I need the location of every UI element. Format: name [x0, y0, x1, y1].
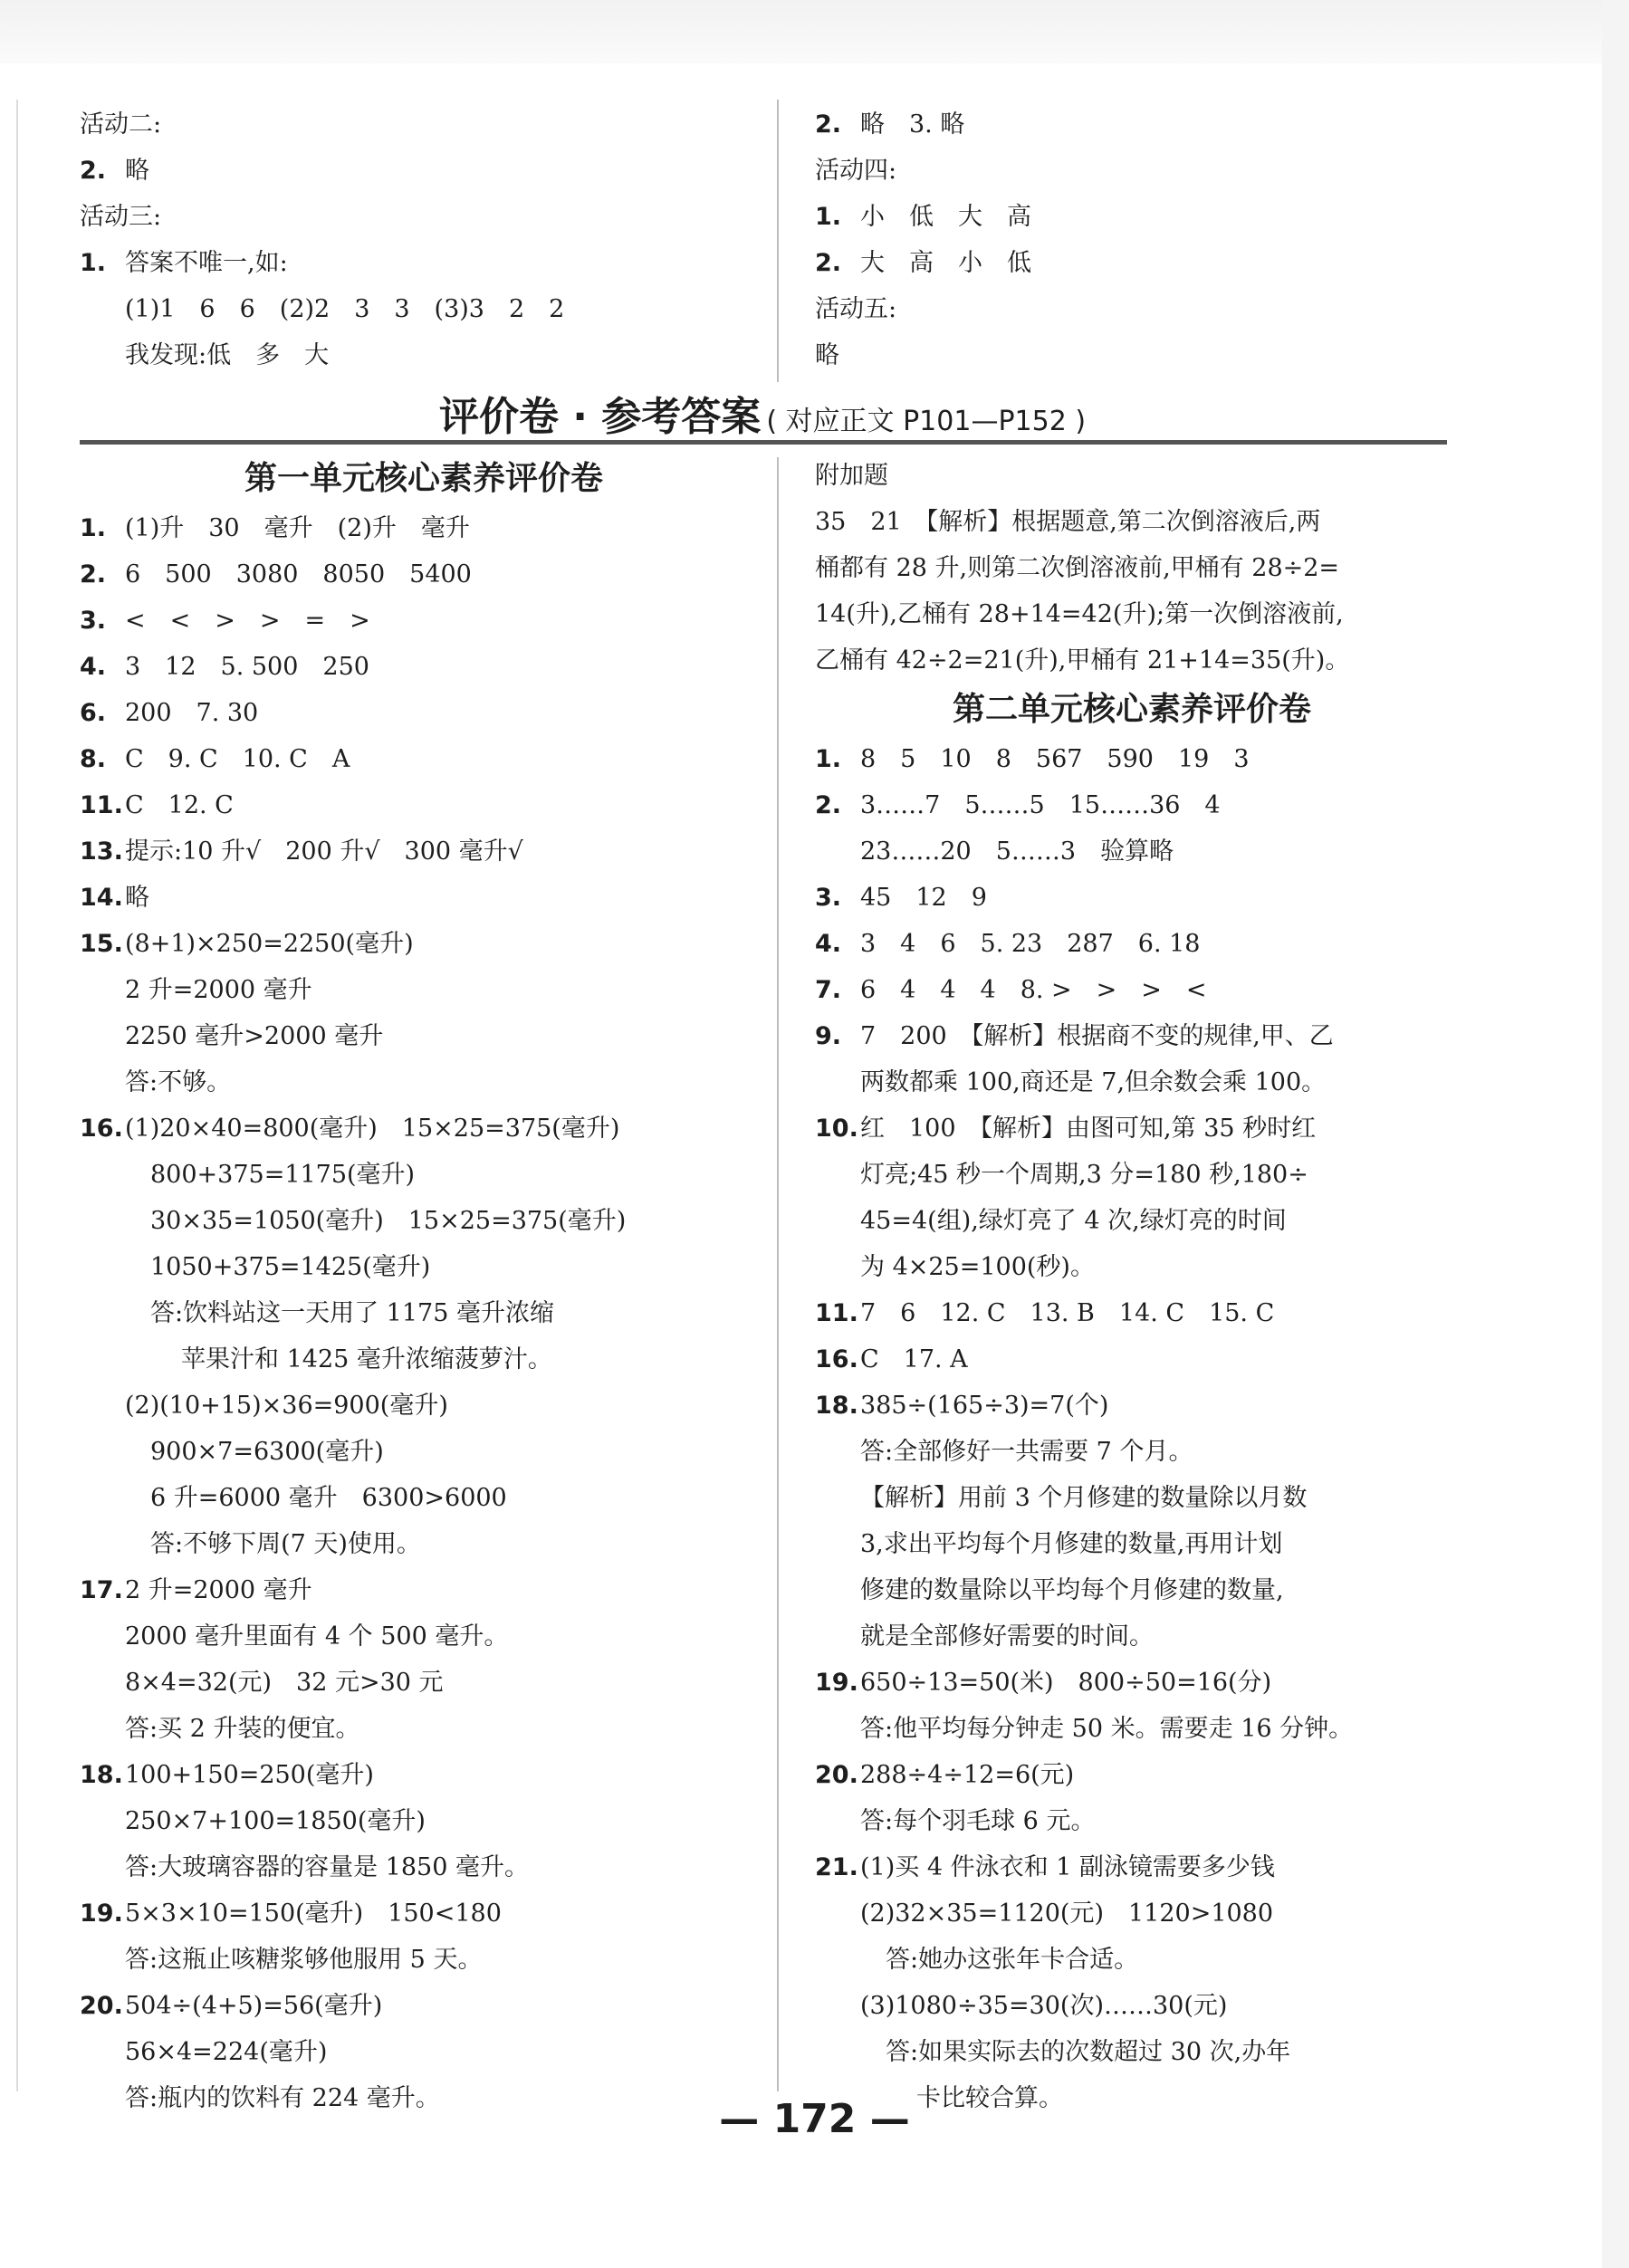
- answer-text: 504÷(4+5)=56(毫升): [125, 1992, 383, 2020]
- answer-line: [815, 1752, 1449, 1798]
- question-number: 11.: [80, 791, 123, 819]
- answer-text: 900×7=6300(毫升): [150, 1438, 384, 1466]
- answer-line: [815, 1567, 1449, 1613]
- answer-line: [80, 967, 768, 1013]
- answer-text: 卡比较合算。: [916, 2084, 1063, 2112]
- question-number: 2.: [815, 110, 842, 139]
- question-number: 20.: [80, 1992, 123, 2020]
- answer-text: 答:如果实际去的次数超过 30 次,办年: [886, 2038, 1291, 2066]
- answer-line: [80, 1383, 768, 1429]
- answer-line: [815, 1844, 1449, 1890]
- question-number: 11.: [815, 1299, 858, 1327]
- answer-text: C 9. C 10. C A: [125, 745, 350, 773]
- answer-line: [815, 240, 1449, 286]
- question-number: 1.: [815, 745, 842, 773]
- answer-text: 650÷13=50(米) 800÷50=16(分): [860, 1669, 1272, 1697]
- answer-line: [80, 1290, 768, 1336]
- answer-text: 100+150=250(毫升): [125, 1761, 374, 1789]
- answer-line: [80, 1244, 768, 1290]
- question-number: 1.: [80, 249, 107, 277]
- page-number-value: 172: [772, 2096, 857, 2142]
- question-number: 21.: [815, 1853, 858, 1881]
- answer-text: 56×4=224(毫升): [125, 2038, 328, 2066]
- answer-line: [80, 1844, 768, 1890]
- answer-line: [815, 1890, 1449, 1937]
- question-number: 9.: [815, 1022, 842, 1050]
- answer-text: 2 升=2000 毫升: [125, 1576, 312, 1604]
- answer-line: [815, 637, 1449, 684]
- right-column: [815, 453, 1449, 2121]
- answer-text: 答:他平均每分钟走 50 米。需要走 16 分钟。: [860, 1715, 1354, 1743]
- question-number: 6.: [80, 699, 107, 727]
- answer-line: [80, 101, 768, 148]
- answer-text: 桶都有 28 升,则第二次倒溶液前,甲桶有 28÷2=: [815, 554, 1340, 582]
- answer-line: [815, 1937, 1449, 1983]
- answer-text: C 17. A: [860, 1345, 968, 1373]
- question-number: 13.: [80, 837, 123, 866]
- answer-text: 答:瓶内的饮料有 224 毫升。: [125, 2084, 440, 2112]
- question-number: 2.: [815, 249, 842, 277]
- top-shadow-band: [0, 0, 1629, 63]
- answer-line: [815, 921, 1449, 967]
- answer-text: 红 100 【解析】由图可知,第 35 秒时红: [860, 1115, 1317, 1143]
- answer-line: [815, 1290, 1449, 1336]
- answer-line: [815, 148, 1449, 194]
- answer-line: [80, 1013, 768, 1059]
- answer-line: [80, 828, 768, 875]
- answer-text: 2250 毫升>2000 毫升: [125, 1022, 384, 1050]
- answer-line: [80, 1660, 768, 1706]
- bonus-question: [815, 453, 1449, 684]
- answer-line: [815, 286, 1449, 332]
- answer-line: [815, 1198, 1449, 1244]
- banner-title: 评价卷 · 参考答案: [434, 394, 766, 440]
- answer-text: (1)升 30 毫升 (2)升 毫升: [125, 514, 470, 542]
- answer-text: 答:这瓶止咳糖浆够他服用 5 天。: [125, 1946, 483, 1974]
- answer-text: 为 4×25=100(秒)。: [860, 1253, 1095, 1281]
- answer-line: [80, 194, 768, 240]
- answer-line: [80, 1475, 768, 1521]
- question-number: 18.: [80, 1761, 123, 1789]
- answer-text: 385÷(165÷3)=7(个): [860, 1392, 1109, 1420]
- answer-text: 灯亮;45 秒一个周期,3 分=180 秒,180÷: [860, 1161, 1308, 1189]
- answer-line: [815, 736, 1449, 782]
- answer-text: 200 7. 30: [125, 699, 259, 727]
- answer-text: (1)1 6 6 (2)2 3 3 (3)3 2 2: [125, 295, 565, 323]
- left-column: [80, 453, 768, 2121]
- question-number: 16.: [815, 1345, 858, 1373]
- answer-line: [815, 1429, 1449, 1475]
- answer-line: [815, 453, 1449, 499]
- answer-line: [80, 598, 768, 644]
- question-number: 1.: [815, 203, 842, 231]
- right-edge-strip: [1602, 0, 1629, 2268]
- answer-text: 7 200 【解析】根据商不变的规律,甲、乙: [860, 1022, 1334, 1050]
- answer-text: C 12. C: [125, 791, 234, 819]
- answer-text: 答:全部修好一共需要 7 个月。: [860, 1438, 1193, 1466]
- unit2-heading: 第二单元核心素养评价卷: [952, 691, 1311, 728]
- answer-text: 30×35=1050(毫升) 15×25=375(毫升): [150, 1207, 627, 1235]
- left-margin-line: [16, 100, 18, 2091]
- answer-text: 大 高 小 低: [860, 249, 1031, 277]
- answer-line: [815, 2029, 1449, 2075]
- answer-text: 活动二:: [80, 110, 162, 139]
- question-number: 18.: [815, 1392, 858, 1420]
- answer-text: 800+375=1175(毫升): [150, 1161, 416, 1189]
- question-number: 10.: [815, 1115, 858, 1143]
- answer-line: [80, 1613, 768, 1660]
- answer-text: 答:大玻璃容器的容量是 1850 毫升。: [125, 1853, 529, 1881]
- question-number: 8.: [80, 745, 107, 773]
- answer-line: [80, 505, 768, 551]
- question-number: 4.: [815, 930, 842, 958]
- answer-line: [815, 1706, 1449, 1752]
- answer-text: 答:每个羽毛球 6 元。: [860, 1807, 1096, 1835]
- answer-line: [815, 1983, 1449, 2029]
- answer-line: [815, 499, 1449, 545]
- question-number: 17.: [80, 1576, 123, 1604]
- answer-text: (2)(10+15)×36=900(毫升): [125, 1392, 448, 1420]
- answer-line: [815, 782, 1449, 828]
- answer-text: 250×7+100=1850(毫升): [125, 1807, 426, 1835]
- answer-line: [80, 332, 768, 378]
- answer-line: [815, 1152, 1449, 1198]
- answer-line: [815, 1336, 1449, 1383]
- answer-text: 2 升=2000 毫升: [125, 976, 312, 1004]
- answer-text: (1)买 4 件泳衣和 1 副泳镜需要多少钱: [860, 1853, 1275, 1881]
- answer-text: < < > > = >: [125, 607, 370, 635]
- answer-line: [815, 1059, 1449, 1105]
- answer-line: [80, 1890, 768, 1937]
- question-number: 1.: [80, 514, 107, 542]
- answer-line: [80, 1105, 768, 1152]
- answer-line: [80, 2029, 768, 2075]
- answer-line: [80, 1798, 768, 1844]
- answer-text: 3 4 6 5. 23 287 6. 18: [860, 930, 1201, 958]
- answer-line: [815, 1013, 1449, 1059]
- unit1-heading: 第一单元核心素养评价卷: [244, 460, 603, 497]
- answer-line: [815, 1521, 1449, 1567]
- answer-line: [815, 1244, 1449, 1290]
- answer-text: 答:不够。: [125, 1068, 232, 1096]
- question-number: 20.: [815, 1761, 858, 1789]
- question-number: 3.: [815, 884, 842, 912]
- answer-text: 3……7 5……5 15……36 4: [860, 791, 1221, 819]
- answer-line: [815, 875, 1449, 921]
- answer-text: 答:不够下周(7 天)使用。: [150, 1530, 421, 1558]
- banner-rule: [80, 440, 1447, 445]
- answer-text: 苹果汁和 1425 毫升浓缩菠萝汁。: [181, 1345, 552, 1373]
- answer-line: [80, 875, 768, 921]
- answer-text: 小 低 大 高: [860, 203, 1031, 231]
- answer-line: [80, 1059, 768, 1105]
- question-number: 2.: [815, 791, 842, 819]
- answer-text: 乙桶有 42÷2=21(升),甲桶有 21+14=35(升)。: [815, 646, 1350, 675]
- question-number: 16.: [80, 1115, 123, 1143]
- answer-line: [80, 551, 768, 598]
- answer-line: [815, 1613, 1449, 1660]
- answer-line: [815, 828, 1449, 875]
- answer-line: [80, 1429, 768, 1475]
- answer-line: [80, 736, 768, 782]
- question-number: 2.: [80, 157, 107, 185]
- answer-text: 1050+375=1425(毫升): [150, 1253, 431, 1281]
- answer-line: [815, 1660, 1449, 1706]
- answer-text: (2)32×35=1120(元) 1120>1080: [860, 1900, 1274, 1928]
- answer-line: [80, 921, 768, 967]
- answer-line: [80, 1198, 768, 1244]
- answer-text: (3)1080÷35=30(次)……30(元): [860, 1992, 1228, 2020]
- answer-text: 答:饮料站这一天用了 1175 毫升浓缩: [150, 1299, 554, 1327]
- answer-line: [815, 1105, 1449, 1152]
- answer-text: 略: [125, 157, 149, 185]
- answer-text: 35 21 【解析】根据题意,第二次倒溶液后,两: [815, 508, 1321, 536]
- answer-text: 288÷4÷12=6(元): [860, 1761, 1075, 1789]
- page-number: — 172 —: [719, 2096, 910, 2142]
- answer-line: [80, 782, 768, 828]
- answer-line: [80, 1152, 768, 1198]
- top-left-section: [80, 101, 768, 378]
- answer-line: [80, 1336, 768, 1383]
- answer-line: [80, 644, 768, 690]
- answer-text: 活动五:: [815, 295, 897, 323]
- unit1-answers: [80, 505, 768, 2121]
- question-number: 7.: [815, 976, 842, 1004]
- answer-text: 答案不唯一,如:: [125, 249, 288, 277]
- answer-text: 45=4(组),绿灯亮了 4 次,绿灯亮的时间: [860, 1207, 1287, 1235]
- banner-subtitle: ( 对应正文 P101—P152 ): [766, 406, 1093, 437]
- answer-text: 14(升),乙桶有 28+14=42(升);第一次倒溶液前,: [815, 600, 1344, 628]
- question-number: 3.: [80, 607, 107, 635]
- answer-text: 活动四:: [815, 157, 897, 185]
- answer-line: [80, 148, 768, 194]
- question-number: 14.: [80, 884, 123, 912]
- answer-text: 活动三:: [80, 203, 162, 231]
- question-number: 2.: [80, 560, 107, 589]
- answer-text: 答:她办这张年卡合适。: [886, 1946, 1139, 1974]
- answer-text: 修建的数量除以平均每个月修建的数量,: [860, 1576, 1284, 1604]
- answer-line: [815, 1798, 1449, 1844]
- question-number: 15.: [80, 930, 123, 958]
- answer-text: 23……20 5……3 验算略: [860, 837, 1174, 866]
- column-divider-top: [777, 100, 779, 382]
- question-number: 19.: [815, 1669, 858, 1697]
- unit2-answers: [815, 736, 1449, 2121]
- column-divider-main: [777, 457, 779, 2091]
- answer-line: [80, 1937, 768, 1983]
- answer-line: [80, 690, 768, 736]
- answer-text: 8 5 10 8 567 590 19 3: [860, 745, 1250, 773]
- answer-line: [80, 1983, 768, 2029]
- answer-text: 7 6 12. C 13. B 14. C 15. C: [860, 1299, 1275, 1327]
- answer-line: [80, 286, 768, 332]
- answer-text: 【解析】用前 3 个月修建的数量除以月数: [860, 1484, 1308, 1512]
- answer-line: [815, 332, 1449, 378]
- answer-line: [80, 240, 768, 286]
- answer-text: 略: [125, 884, 149, 912]
- answer-text: 6 4 4 4 8. > > > <: [860, 976, 1207, 1004]
- answer-line: [80, 1752, 768, 1798]
- answer-line: [815, 967, 1449, 1013]
- answer-text: 8×4=32(元) 32 元>30 元: [125, 1669, 444, 1697]
- answer-text: 3 12 5. 500 250: [125, 653, 369, 681]
- answer-text: 3,求出平均每个月修建的数量,再用计划: [860, 1530, 1283, 1558]
- question-number: 4.: [80, 653, 107, 681]
- answer-line: [815, 1475, 1449, 1521]
- answer-text: 我发现:低 多 大: [125, 341, 330, 369]
- answer-key-banner: [80, 384, 1447, 449]
- answer-text: 6 升=6000 毫升 6300>6000: [150, 1484, 507, 1512]
- answer-text: 答:买 2 升装的便宜。: [125, 1715, 360, 1743]
- answer-text: 6 500 3080 8050 5400: [125, 560, 472, 589]
- answer-line: [815, 591, 1449, 637]
- answer-line: [80, 1521, 768, 1567]
- answer-line: [815, 101, 1449, 148]
- answer-text: 提示:10 升√ 200 升√ 300 毫升√: [125, 837, 523, 866]
- answer-text: 略 3. 略: [860, 110, 965, 139]
- answer-text: 两数都乘 100,商还是 7,但余数会乘 100。: [860, 1068, 1327, 1096]
- answer-text: 45 12 9: [860, 884, 987, 912]
- answer-text: (1)20×40=800(毫升) 15×25=375(毫升): [125, 1115, 620, 1143]
- question-number: 19.: [80, 1900, 123, 1928]
- answer-text: 2000 毫升里面有 4 个 500 毫升。: [125, 1622, 509, 1651]
- answer-text: 就是全部修好需要的时间。: [860, 1622, 1154, 1651]
- answer-line: [80, 1706, 768, 1752]
- answer-text: 附加题: [815, 462, 888, 490]
- answer-line: [80, 1567, 768, 1613]
- top-right-section: [815, 101, 1449, 378]
- answer-text: (8+1)×250=2250(毫升): [125, 930, 414, 958]
- answer-line: [815, 545, 1449, 591]
- answer-text: 略: [815, 341, 839, 369]
- answer-text: 5×3×10=150(毫升) 150<180: [125, 1900, 502, 1928]
- answer-line: [815, 194, 1449, 240]
- answer-line: [815, 1383, 1449, 1429]
